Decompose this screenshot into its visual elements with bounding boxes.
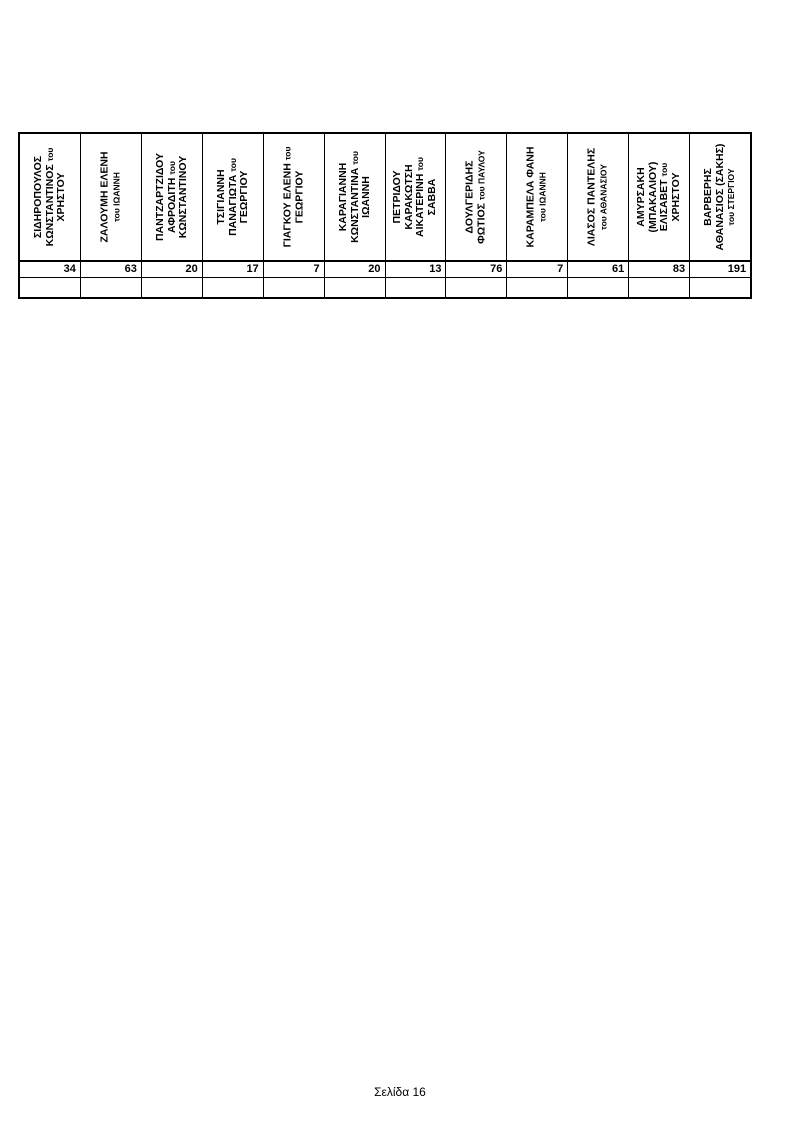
candidate-column	[142, 134, 203, 297]
candidate-patronymic-text: του	[659, 162, 670, 177]
candidate-name-line	[99, 134, 111, 260]
candidate-column	[507, 134, 568, 297]
candidate-patronymic-text: του	[226, 158, 237, 172]
candidate-name-text: ΚΑΡΑΓΙΑΝΝΗ	[336, 162, 349, 232]
candidate-name-line	[360, 134, 372, 260]
candidate-name-line	[726, 134, 738, 260]
candidate-column	[386, 134, 447, 297]
candidate-name-line	[111, 134, 123, 260]
candidate-name-text: (ΜΠΑΚΑΛΙΟΥ)	[646, 161, 659, 233]
candidate-name-text: ΧΡΗΣΤΟΥ	[54, 172, 67, 222]
candidates-table	[18, 132, 752, 299]
candidate-name-text: ΑΘΑΝΑΣΙΟΣ (ΣΑΚΗΣ)	[713, 143, 726, 251]
candidate-name-text: ΧΡΗΣΤΟΥ	[669, 172, 682, 222]
candidate-name-cell	[629, 134, 689, 262]
empty-cell	[264, 278, 324, 297]
candidate-name-text: ΠΕΤΡΙΔΟΥ	[391, 170, 404, 224]
candidate-column	[446, 134, 507, 297]
vote-count-cell: 61	[568, 262, 628, 278]
candidate-column	[203, 134, 264, 297]
vote-count-cell: 63	[81, 262, 141, 278]
candidate-column	[81, 134, 142, 297]
candidate-name-text: ΚΑΡΑΚΩΤΣΗ	[402, 164, 415, 230]
empty-cell	[325, 278, 385, 297]
candidate-patronymic-text: του	[44, 147, 55, 162]
candidate-patronymic-text: του	[415, 157, 426, 171]
candidate-name-text: ΠΑΝΤΖΑΡΤΖΙΔΟΥ	[153, 152, 166, 242]
candidate-name-cell	[325, 134, 385, 262]
empty-cell	[568, 278, 628, 297]
candidate-name-text: ΑΜΥΡΣΑΚΗ	[635, 167, 648, 227]
candidate-name-cell	[81, 134, 141, 262]
vote-count-cell: 76	[446, 262, 506, 278]
candidate-column	[568, 134, 629, 297]
empty-cell	[386, 278, 446, 297]
candidate-name-line	[349, 134, 361, 260]
candidate-name-text: ΑΙΚΑΤΕΡΙΝΗ	[414, 170, 427, 237]
empty-cell	[81, 278, 141, 297]
empty-cell	[690, 278, 750, 297]
empty-cell	[20, 278, 80, 297]
vote-count-cell: 7	[264, 262, 324, 278]
candidate-name-line	[427, 134, 439, 260]
candidate-name-cell	[264, 134, 324, 262]
vote-count-cell: 13	[386, 262, 446, 278]
candidate-name-cell	[20, 134, 80, 262]
candidate-name-text: ΚΩΝΣΤΑΝΤΙΝΟΣ	[43, 161, 56, 247]
candidate-name-cell	[446, 134, 506, 262]
candidate-name-text: ΓΙΑΓΚΟΥ ΕΛΕΝΗ	[281, 160, 294, 248]
candidate-name-text: ΤΣΙΓΙΑΝΝΗ	[214, 169, 227, 225]
candidate-name-line	[526, 134, 538, 260]
empty-cell	[142, 278, 202, 297]
candidate-name-cell	[142, 134, 202, 262]
candidate-name-text: ΖΑΛΟΥΜΗ ΕΛΕΝΗ	[98, 151, 111, 243]
candidate-column	[20, 134, 81, 297]
candidate-patronymic-text: του	[348, 151, 359, 165]
vote-count-cell: 20	[142, 262, 202, 278]
vote-count-cell: 7	[507, 262, 567, 278]
candidate-name-cell	[507, 134, 567, 262]
empty-cell	[629, 278, 689, 297]
candidate-name-text: ΦΩΤΙΟΣ	[475, 200, 488, 244]
candidate-name-line	[476, 134, 488, 260]
candidate-name-text: ΑΦΡΟΔΙΤΗ	[165, 174, 178, 233]
candidate-name-line	[537, 134, 549, 260]
candidate-patronymic-text: του ΙΩΑΝΝΗ	[110, 172, 121, 222]
vote-count-cell: 83	[629, 262, 689, 278]
candidate-column	[264, 134, 325, 297]
candidate-name-line	[598, 134, 610, 260]
candidate-name-cell	[386, 134, 446, 262]
empty-cell	[507, 278, 567, 297]
candidate-name-text: ΓΕΩΡΓΙΟΥ	[292, 170, 305, 224]
candidate-column	[690, 134, 750, 297]
candidate-name-line	[178, 134, 190, 260]
candidate-name-text: ΚΑΡΑΜΠΕΛΑ ΦΑΝΗ	[524, 146, 537, 248]
candidate-name-line	[56, 134, 68, 260]
vote-count-cell: 20	[325, 262, 385, 278]
candidate-name-text: ΓΕΩΡΓΙΟΥ	[237, 170, 250, 224]
candidate-name-line	[587, 134, 599, 260]
candidate-name-text: ΚΩΝΣΤΑΝΤΙΝΟΥ	[176, 155, 189, 239]
candidate-name-text: ΣΑΒΒΑ	[425, 178, 438, 216]
candidate-name-text: ΠΑΝΑΓΙΩΤΑ	[225, 171, 238, 236]
candidate-name-line	[714, 134, 726, 260]
empty-cell	[446, 278, 506, 297]
candidate-name-cell	[203, 134, 263, 262]
candidate-name-line	[671, 134, 683, 260]
candidate-patronymic-text: του	[282, 146, 293, 161]
vote-count-cell: 34	[20, 262, 80, 278]
candidate-patronymic-text: του ΙΩΑΝΝΗ	[537, 172, 548, 222]
candidate-patronymic-text: του ΠΑΥΛΟΥ	[476, 150, 487, 201]
candidate-name-text: ΚΩΝΣΤΑΝΤΙΝΑ	[347, 164, 360, 243]
candidate-name-line	[227, 134, 239, 260]
vote-count-cell: 191	[690, 262, 750, 278]
candidate-name-text: ΔΟΥΛΓΕΡΙΔΗΣ	[463, 160, 476, 234]
candidate-name-text: ΣΙΔΗΡΟΠΟΥΛΟΣ	[31, 155, 44, 239]
candidate-patronymic-text: του ΣΤΕΡΓΙΟΥ	[725, 168, 736, 226]
candidate-patronymic-text: του	[166, 161, 177, 175]
candidate-name-text: ΒΑΡΒΕΡΗΣ	[701, 168, 714, 226]
candidate-name-text: ΛΙΑΣΟΣ ΠΑΝΤΕΛΗΣ	[585, 147, 598, 247]
candidate-name-line	[294, 134, 306, 260]
candidate-name-line	[337, 134, 349, 260]
candidate-column	[629, 134, 690, 297]
candidate-name-line	[215, 134, 227, 260]
candidate-name-text: ΕΛΙΣΑΒΕΤ	[658, 176, 671, 232]
empty-cell	[203, 278, 263, 297]
candidate-name-text: ΙΩΑΝΝΗ	[359, 176, 372, 218]
candidate-column	[325, 134, 386, 297]
candidate-name-line	[238, 134, 250, 260]
page-number: Σελίδα 16	[374, 1085, 426, 1099]
candidate-name-line	[282, 134, 294, 260]
candidate-patronymic-text: του ΑΘΑΝΑΣΙΟΥ	[598, 164, 609, 230]
candidate-name-cell	[690, 134, 750, 262]
vote-count-cell: 17	[203, 262, 263, 278]
candidate-name-cell	[568, 134, 628, 262]
